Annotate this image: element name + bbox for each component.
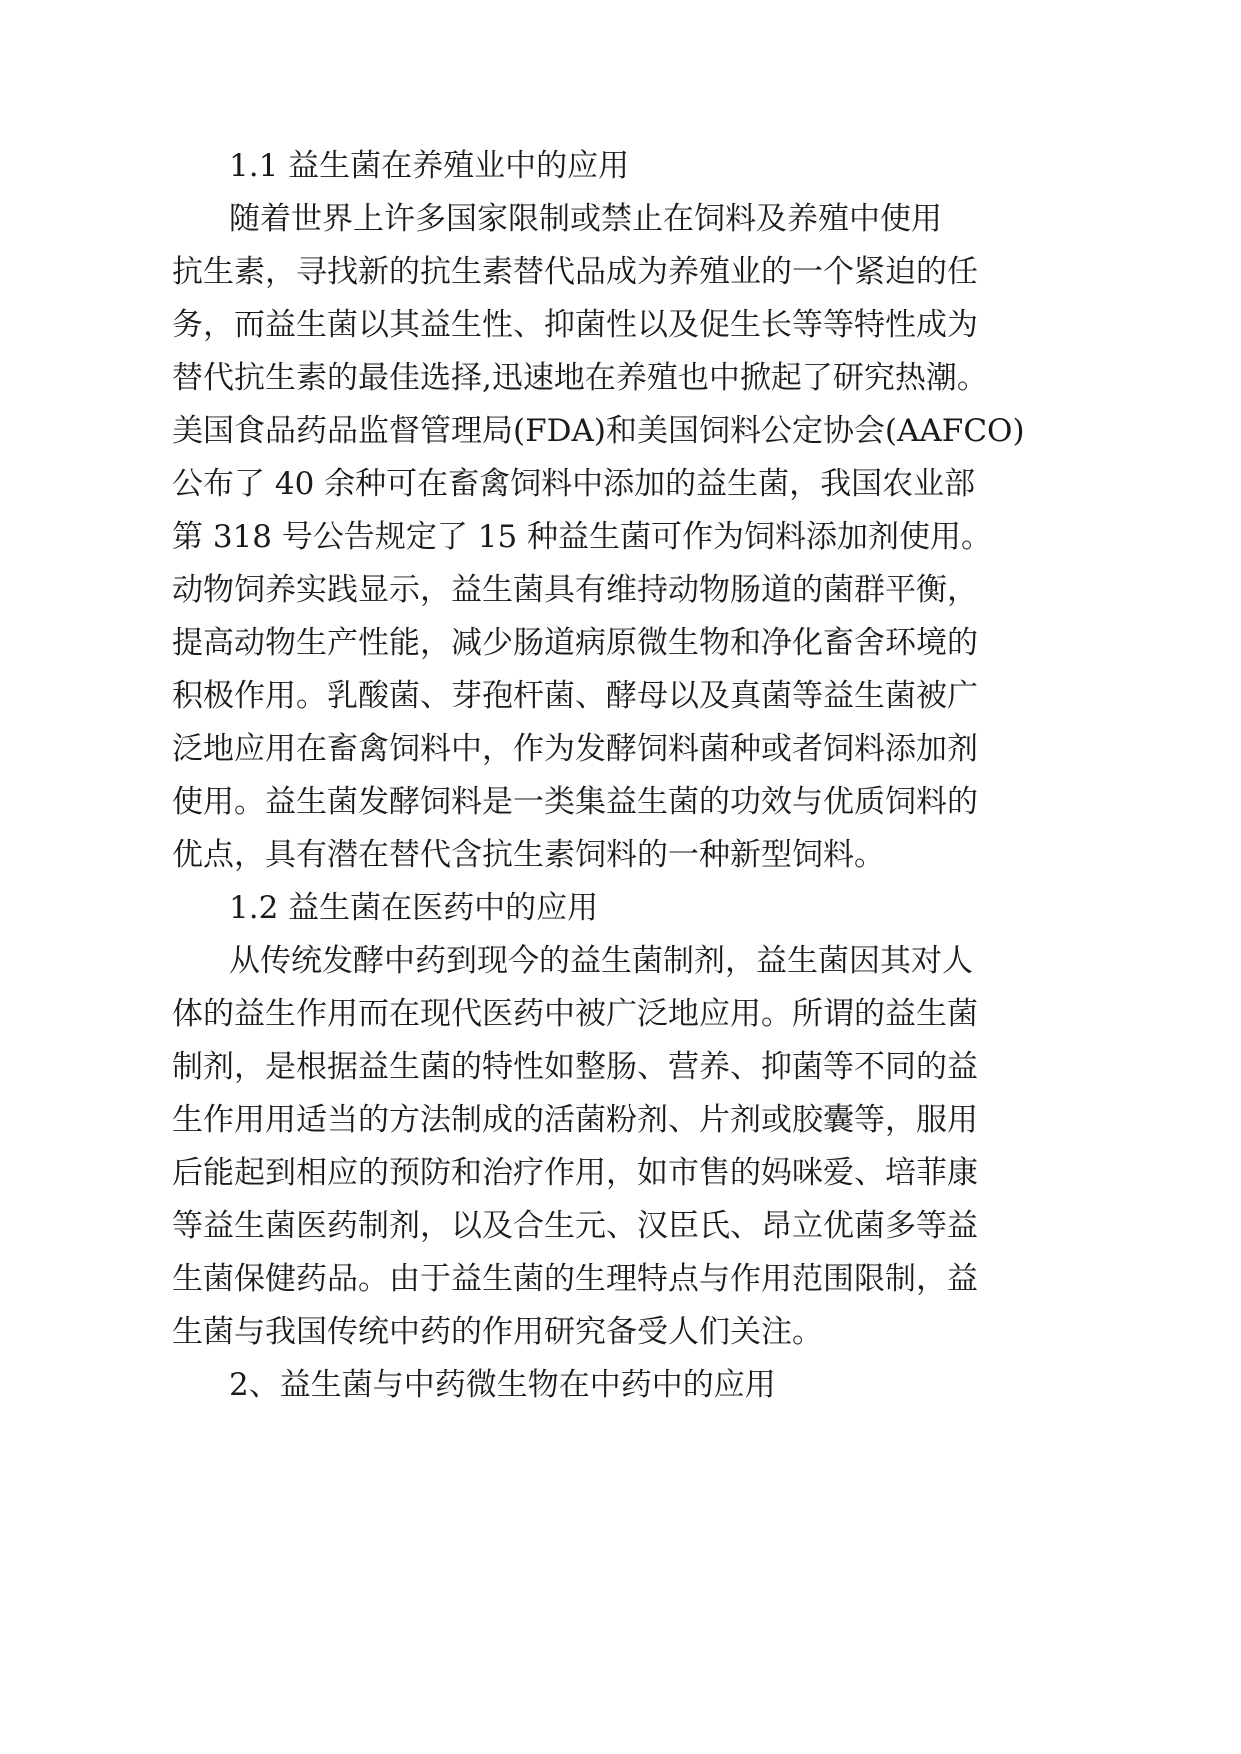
paragraph-line: 务，而益生菌以其益生性、抑菌性以及促生长等等特性成为 — [172, 307, 978, 343]
paragraph-line: 抗生素，寻找新的抗生素替代品成为养殖业的一个紧迫的任 — [172, 254, 978, 290]
paragraph-line: 公布了 40 余种可在畜禽饲料中添加的益生菌，我国农业部 — [172, 466, 976, 502]
paragraph-line: 体的益生作用而在现代医药中被广泛地应用。所谓的益生菌 — [172, 996, 978, 1032]
paragraph-line: 随着世界上许多国家限制或禁止在饲料及养殖中使用 — [229, 201, 942, 237]
paragraph-line: 生作用用适当的方法制成的活菌粉剂、片剂或胶囊等，服用 — [172, 1102, 978, 1138]
paragraph-line: 生菌保健药品。由于益生菌的生理特点与作用范围限制，益 — [172, 1261, 978, 1297]
paragraph-line: 使用。益生菌发酵饲料是一类集益生菌的功效与优质饲料的 — [172, 784, 978, 820]
paragraph-line: 制剂，是根据益生菌的特性如整肠、营养、抑菌等不同的益 — [172, 1049, 978, 1085]
paragraph-line: 生菌与我国传统中药的作用研究备受人们关注。 — [172, 1314, 823, 1350]
paragraph-line: 从传统发酵中药到现今的益生菌制剂，益生菌因其对人 — [229, 943, 973, 979]
paragraph-line: 等益生菌医药制剂，以及合生元、汉臣氏、昂立优菌多等益 — [172, 1208, 978, 1244]
paragraph-line: 替代抗生素的最佳选择,迅速地在养殖也中掀起了研究热潮。 — [172, 360, 988, 396]
paragraph-line: 泛地应用在畜禽饲料中，作为发酵饲料菌种或者饲料添加剂 — [172, 731, 978, 767]
section-heading-1-1: 1.1 益生菌在养殖业中的应用 — [229, 148, 630, 184]
paragraph-line: 第 318 号公告规定了 15 种益生菌可作为饲料添加剂使用。 — [172, 519, 993, 555]
paragraph-line: 动物饲养实践显示，益生菌具有维持动物肠道的菌群平衡， — [172, 572, 978, 608]
paragraph-line: 提高动物生产性能，减少肠道病原微生物和净化畜舍环境的 — [172, 625, 978, 661]
section-heading-1-2: 1.2 益生菌在医药中的应用 — [229, 890, 599, 926]
paragraph-line: 优点，具有潜在替代含抗生素饲料的一种新型饲料。 — [172, 837, 885, 873]
paragraph-line: 积极作用。乳酸菌、芽孢杆菌、酵母以及真菌等益生菌被广 — [172, 678, 978, 714]
section-heading-2: 2、益生菌与中药微生物在中药中的应用 — [229, 1367, 776, 1403]
paragraph-line: 后能起到相应的预防和治疗作用，如市售的妈咪爱、培菲康 — [172, 1155, 978, 1191]
paragraph-line: 美国食品药品监督管理局(FDA)和美国饲料公定协会(AAFCO) — [172, 413, 1025, 449]
